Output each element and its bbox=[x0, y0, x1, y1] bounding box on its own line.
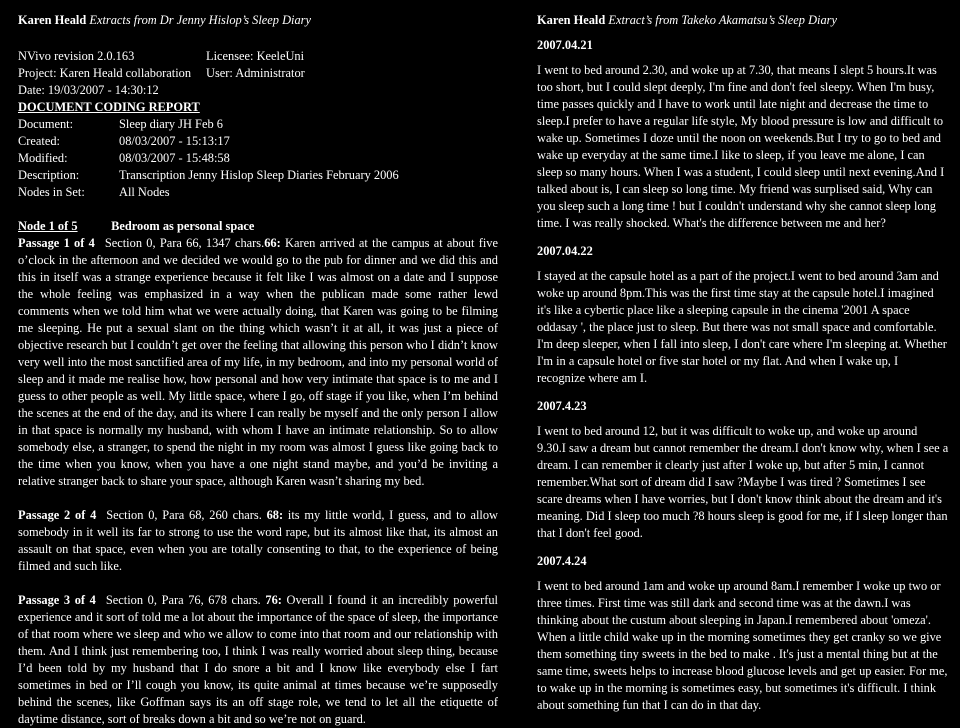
passage-meta: Section 0, Para 76, 678 chars. bbox=[105, 593, 261, 607]
nvivo-licensee: Licensee: KeeleUni bbox=[206, 49, 305, 63]
left-header-title: Extracts from Dr Jenny Hislop’s Sleep Diary bbox=[89, 13, 311, 27]
node-name: Bedroom as personal space bbox=[111, 219, 255, 233]
document-fields bbox=[18, 116, 498, 201]
node-label: Node 1 of 5 bbox=[18, 219, 78, 233]
field-row bbox=[18, 133, 498, 150]
right-header bbox=[537, 12, 949, 29]
diary-entry-text: I went to bed around 12, but it was difficult to woke up, and woke up around 9.30.I saw a dream but cannot remember the dream.I don't know why, when I see a dream. I can remember it clearly just after I woke up, but after 5 min, I cannot remember.What sort of dream did I saw ?Maybe I was tired ? Sometimes I see scare dreams when I have worries, but I don't know think about the dream and it's meaning. Did I sleep too much ?8 hours sleep is good for me, if I sleep longer than that I don't feel good. bbox=[537, 424, 949, 540]
field-key: Description: bbox=[18, 168, 80, 182]
right-header-name: Karen Heald bbox=[537, 13, 606, 27]
report-title: DOCUMENT CODING REPORT bbox=[18, 100, 200, 114]
diary-entry-date: 2007.4.23 bbox=[537, 399, 587, 413]
diary-entry-text: I went to bed around 1am and woke up around 8am.I remember I woke up two or three times. First time was still dark and second time was at the dawn.I was thinking about the custum about sleeping in Japan.I remembered about 'omeza'. When a little child wake up in the morning sometimes they get cranky so we give them something tiny sweets in the bed to make . It's just a mental thing but at the same time, sweets helps to increase blood glucose levels and get up easier. For me, to wake up in the morning is sometimes easy, but sometimes it's difficult. I think about something fun that I can do in that day. bbox=[537, 579, 948, 712]
field-value: 08/03/2007 - 15:48:58 bbox=[119, 151, 230, 165]
field-value: Sleep diary JH Feb 6 bbox=[119, 117, 223, 131]
passage-para-number: 68: bbox=[266, 508, 284, 522]
left-header-name: Karen Heald bbox=[18, 13, 87, 27]
left-header bbox=[18, 12, 498, 29]
nvivo-revision: NVivo revision 2.0.163 bbox=[18, 49, 135, 63]
field-row bbox=[18, 116, 498, 133]
diary-entry-date: 2007.04.22 bbox=[537, 244, 593, 258]
passage-label: Passage 1 of 4 bbox=[18, 236, 95, 250]
passage-text: its my little world, I guess, and to allow somebody in it well its far to strong to use the word rape, but its almost like that, its almost an assault on that space, even when you are totally consenting to that, to the experience of being filmed and such like. bbox=[18, 508, 499, 573]
passage-meta: Section 0, Para 68, 260 chars. bbox=[106, 508, 262, 522]
field-key: Created: bbox=[18, 134, 60, 148]
diary-entry-text: I stayed at the capsule hotel as a part of the project.I went to bed around 3am and woke up around 8pm.This was the first time stay at the capsule hotel.I imagined it's like a cybertic place like a sleeping capsule in the cinema '2001 A space oddasay ', the place just to sleep. But there was not small space and comfortable. I'm deep sleeper, when I fall into sleep, I don't care where I'm sleeping at. Whether I'm in a capsule hotel or five star hotel or my flat. And when I wake up, I recognize where am I. bbox=[537, 269, 947, 385]
nvivo-date: Date: 19/03/2007 - 14:30:12 bbox=[18, 83, 159, 97]
field-row bbox=[18, 184, 498, 201]
passage-meta: Section 0, Para 66, 1347 chars. bbox=[104, 236, 265, 250]
right-header-title: Extract’s from Takeko Akamatsu’s Sleep Diary bbox=[608, 13, 838, 27]
node-heading bbox=[18, 218, 498, 235]
field-row bbox=[18, 150, 498, 167]
passage-para-number: 66: bbox=[264, 236, 281, 250]
passage-text: Karen arrived at the campus at about five o’clock in the afternoon and we decided we would go to the pub for dinner and we did this and this in itself was a strange experience because it felt like I was almost on a date and I suppose the whole feeling was emphasized in a way when the publican made some rather lewd comments when we told him what we were actually doing, that Karen was going to be filming me sleeping. He put a sexual slant on the thing which wasn’t it at all, it was just a piece of objective research but I couldn’t get over the feeling that allowing this person who I didn’t know very well into the most sanctified area of my life, in my bedroom, and into my personal world of sleep and it made me realise how, how personal and how very intimate that space is to me and I guess to other people as well. My little space, where I go, off stage if you like, when I’m behind the scenes at the end of the day, and its where I can really be myself and the only person I allow in that space is normally my husband, with whom I have an intimate relationship. So to allow somebody else, a stranger, to spend the night in my room was almost I guess like going back to the time when you know, when you have a one night stand maybe, and you’d be inviting a relative stranger back to share your space, although Karen wasn’t sharing my bed. bbox=[18, 236, 498, 488]
field-value: All Nodes bbox=[119, 185, 170, 199]
passage bbox=[18, 235, 498, 490]
passage bbox=[18, 507, 498, 575]
nvivo-project: Project: Karen Heald collaboration bbox=[18, 66, 192, 80]
nvivo-info bbox=[18, 48, 498, 99]
field-value: Transcription Jenny Hislop Sleep Diaries February 2006 bbox=[119, 168, 399, 182]
passage-label: Passage 3 of 4 bbox=[18, 593, 96, 607]
right-column bbox=[537, 12, 949, 725]
field-row bbox=[18, 167, 498, 184]
passage-text: Overall I found it an incredibly powerful experience and it sort of told me a lot about the importance of the space of sleep, the importance of that room where we sleep and who we allow to come into that room and our relationship with them. And I think just remembering too, I think I was really worried about sleep thing, because I’d been told by my husband that I do snore a bit and I know like everybody else I fart sometimes in bed or I’ll cough you know, its quite animal at times because we’re supposedly behind the scenes, like Goffman says its an off stage role, we tend to let all the etiquette of daytime distance, sort of breaks down a bit and so we’re not on guard. bbox=[18, 593, 498, 726]
field-value: 08/03/2007 - 15:13:17 bbox=[119, 134, 230, 148]
diary-entry-date: 2007.04.21 bbox=[537, 38, 593, 52]
nvivo-user: User: Administrator bbox=[206, 66, 305, 80]
passage-para-number: 76: bbox=[265, 593, 282, 607]
field-key: Document: bbox=[18, 117, 74, 131]
diary-entry-date: 2007.4.24 bbox=[537, 554, 587, 568]
diary-entry-text: I went to bed around 2.30, and woke up at 7.30, that means I slept 5 hours.It was too short, but I could slept deeply, I'm fine and don't feel sleepy. When I'm busy, time passes quickly and I have to work until late night and decrease the time to sleep.I prefer to have a regular life style, My blood pressure is low and difficult to wake up. Sometimes I doze until the noon on weekends.But I try to go to bed and wake up everyday at the same time.I like to sleep, if you leave me alone, I can sleep so many hours. When I was a student, I could sleep until next evening.And I talked about is, I can sleep so long time. My friend was surplised said, Why can you sleep such a long time ! but I couldn't understand why she cannot sleep long time. I was really shocked. What's the difference between me and her? bbox=[537, 63, 945, 230]
passage bbox=[18, 592, 498, 728]
field-key: Nodes in Set: bbox=[18, 185, 85, 199]
field-key: Modified: bbox=[18, 151, 68, 165]
passage-label: Passage 2 of 4 bbox=[18, 508, 97, 522]
left-column bbox=[18, 12, 498, 728]
